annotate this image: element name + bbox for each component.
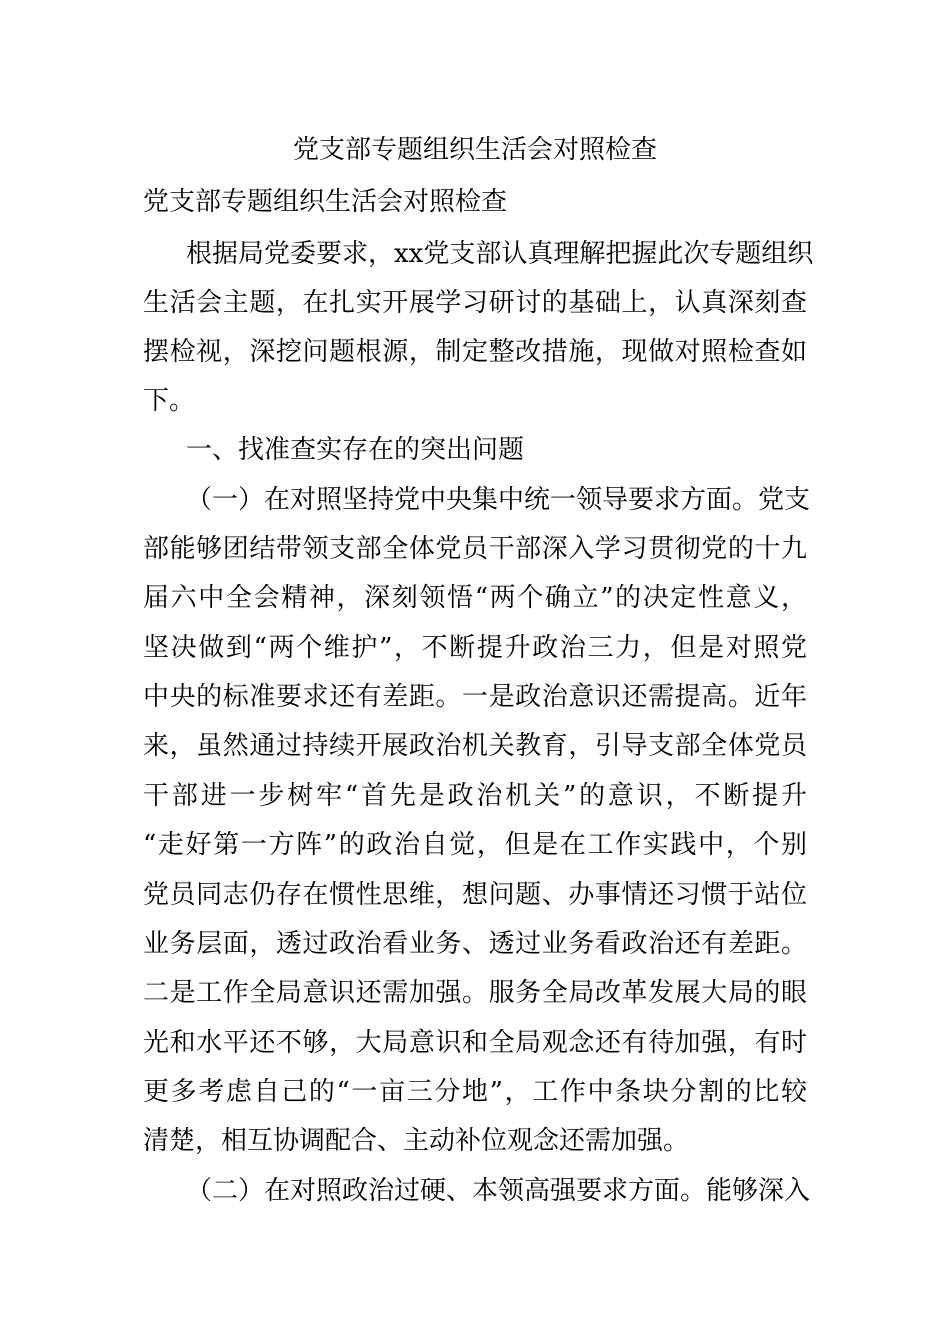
- paragraph-line: 二是工作全局意识还需加强。服务全局改革发展大局的眼: [143, 978, 807, 1008]
- paragraph-line: 摆检视，深挖问题根源，制定整改措施，现做对照检查如: [143, 337, 807, 367]
- paragraph-line: 党员同志仍存在惯性思维，想问题、办事情还习惯于站位: [143, 880, 807, 910]
- paragraph-line: 更多考虑自己的“一亩三分地”，工作中条块分割的比较: [143, 1077, 807, 1107]
- document-subtitle: 党支部专题组织生活会对照检查: [143, 187, 508, 217]
- paragraph-line: 坚决做到“两个维护”，不断提升政治三力，但是对照党: [143, 633, 807, 663]
- paragraph-line: （一）在对照坚持党中央集中统一领导要求方面。党支: [186, 485, 811, 515]
- paragraph-line: 生活会主题，在扎实开展学习研讨的基础上，认真深刻查: [143, 288, 807, 318]
- paragraph-line: “走好第一方阵”的政治自觉，但是在工作实践中，个别: [143, 830, 807, 860]
- paragraph-line: 部能够团结带领支部全体党员干部深入学习贯彻党的十九: [143, 534, 807, 564]
- document-title: 党支部专题组织生活会对照检查: [292, 135, 657, 165]
- paragraph-line: 清楚，相互协调配合、主动补位观念还需加强。: [143, 1126, 690, 1156]
- section-heading: 一、找准查实存在的突出问题: [186, 435, 525, 465]
- paragraph-line: 根据局党委要求，xx党支部认真理解把握此次专题组织: [186, 239, 814, 269]
- paragraph-line: 下。: [143, 386, 196, 416]
- paragraph-line: 光和水平还不够，大局意识和全局观念还有待加强，有时: [143, 1028, 807, 1058]
- paragraph-line: 中央的标准要求还有差距。一是政治意识还需提高。近年: [143, 682, 807, 712]
- paragraph-line: 干部进一步树牢“首先是政治机关”的意识，不断提升: [143, 781, 807, 811]
- paragraph-line: 届六中全会精神，深刻领悟“两个确立”的决定性意义，: [143, 583, 807, 613]
- paragraph-line: （二）在对照政治过硬、本领高强要求方面。能够深入: [186, 1176, 811, 1206]
- paragraph-line: 业务层面，透过政治看业务、透过业务看政治还有差距。: [143, 929, 807, 959]
- paragraph-line: 来，虽然通过持续开展政治机关教育，引导支部全体党员: [143, 731, 807, 761]
